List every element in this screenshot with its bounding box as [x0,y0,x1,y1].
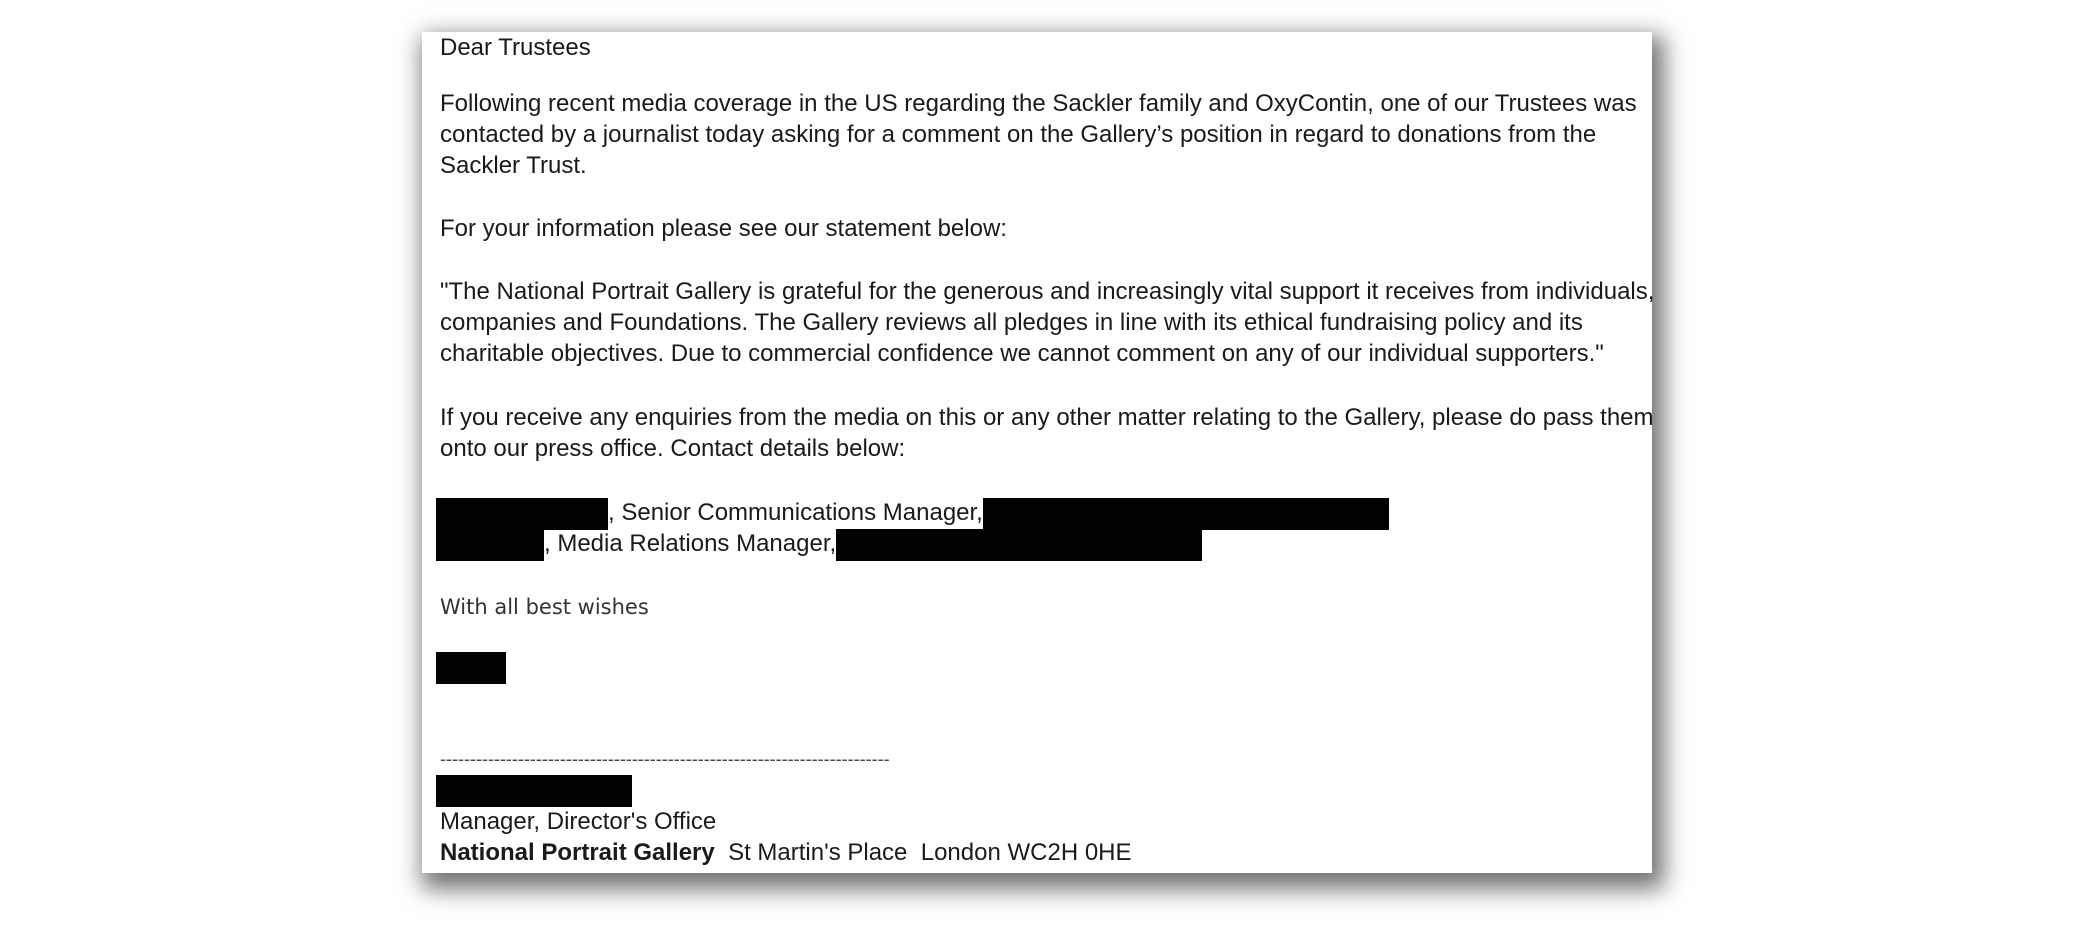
redacted-name-block [436,529,544,561]
redacted-signature-name [436,775,632,807]
redacted-contact-block [983,498,1389,530]
redacted-name-block [436,498,608,530]
redacted-contact-block [836,529,1202,561]
paragraph-line: Sackler Trust. [440,152,587,179]
signoff: With all best wishes [440,595,649,619]
signature-org: National Portrait Gallery [440,839,715,866]
salutation: Dear Trustees [440,34,591,61]
signature-address: St Martin's Place London WC2H 0HE [714,839,1132,866]
statement-line: "The National Portrait Gallery is grateful for the generous and increasingly vital support it receives from individuals, [440,278,1655,305]
redacted-sender-name [436,652,506,684]
paragraph-line: For your information please see our statement below: [440,215,1007,242]
signature-divider: --------------------------------------------------------------------------- [440,749,890,769]
paragraph-line: If you receive any enquiries from the media on this or any other matter relating to the Gallery, please do pass them [440,404,1654,431]
statement-line: charitable objectives. Due to commercial confidence we cannot comment on any of our individual supporters." [440,340,1604,367]
statement-line: companies and Foundations. The Gallery reviews all pledges in line with its ethical fundraising policy and its [440,309,1583,336]
paragraph-line: Following recent media coverage in the US regarding the Sackler family and OxyContin, one of our Trustees was [440,90,1637,117]
contact-role: , Media Relations Manager, [544,530,837,557]
contact-line-2 [436,528,1202,561]
signature-org-line [440,837,1132,868]
contact-role: , Senior Communications Manager, [608,499,983,526]
signature-title: Manager, Director's Office [440,808,717,835]
paragraph-line: contacted by a journalist today asking for a comment on the Gallery’s position in regard to donations from the [440,121,1597,148]
email-document [422,32,1655,873]
contact-line-1 [436,497,1389,530]
paragraph-line: onto our press office. Contact details below: [440,435,906,462]
